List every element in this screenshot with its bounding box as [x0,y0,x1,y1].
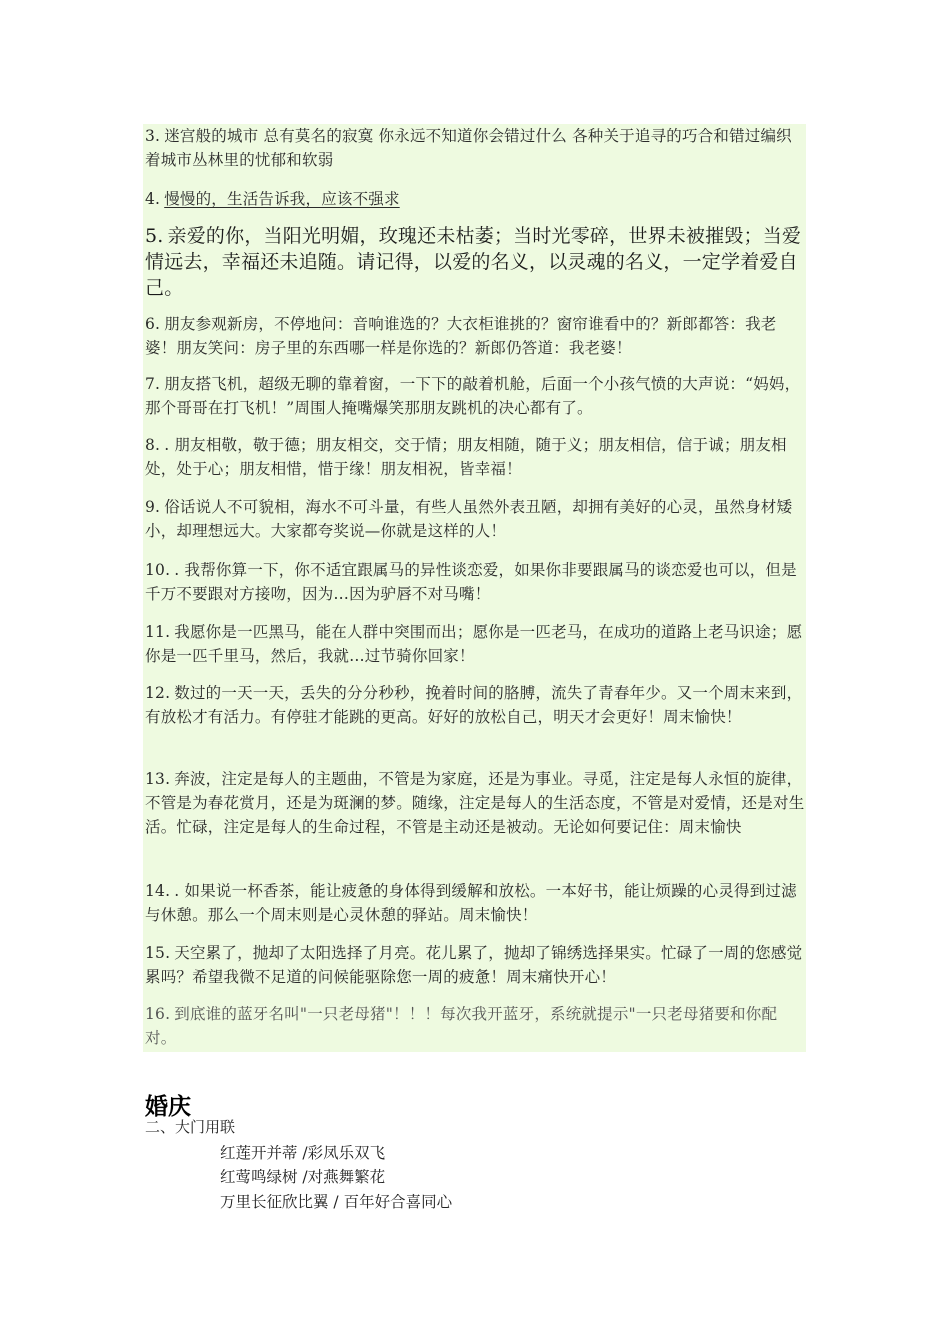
item-number: 16. [145,1005,171,1023]
item-number: 7. [145,375,161,393]
list-item-9 [145,495,807,543]
list-item-10 [145,558,807,606]
item-number: 15. [145,944,171,962]
item-text: 数过的一天一天，丢失的分分秒秒，挽着时间的胳膊，流失了青春年少。又一个周末来到，有放松才有活力。有停驻才能跳的更高。好好的放松自己，明天才会更好！周末愉快！ [145,684,803,726]
couplet-line-2: 红莺鸣绿树 /对燕舞繁花 [220,1168,386,1186]
list-item-15 [145,941,807,989]
item-number: 8. [145,436,161,454]
list-item-7 [145,372,807,420]
couplet-line-1: 红莲开并蒂 /彩凤乐双飞 [220,1144,386,1162]
item-number: 3. [145,127,161,145]
list-item-5 [145,223,807,301]
couplet-line-3: 万里长征欣比翼 / 百年好合喜同心 [220,1193,453,1211]
list-item-6 [145,312,807,360]
item-text: 亲爱的你，当阳光明媚，玫瑰还未枯萎；当时光零碎，世界未被摧毁；当爱情远去，幸福还未追随。请记得，以爱的名义，以灵魂的名义，一定学着爱自己。 [145,225,802,299]
item-text: 慢慢的，生活告诉我，应该不强求 [164,190,400,208]
item-number: 13. [145,770,171,788]
item-number: 10. [145,561,171,579]
list-item-4 [145,187,807,211]
item-text: . 如果说一杯香茶，能让疲惫的身体得到缓解和放松。一本好书，能让烦躁的心灵得到过滤与休憩。那么一个周末则是心灵休憩的驿站。周末愉快！ [145,882,797,924]
section-title: 婚庆 [145,1094,191,1120]
item-text: 朋友搭飞机，超级无聊的靠着窗，一下下的敲着机舱，后面一个小孩气愤的大声说：“妈妈，那个哥哥在打飞机！”周围人掩嘴爆笑那朋友跳机的决心都有了。 [145,375,801,417]
list-item-8 [145,433,807,481]
item-text: 到底谁的蓝牙名叫"一只老母猪"！！！每次我开蓝牙，系统就提示"一只老母猪要和你配对。 [145,1005,778,1047]
item-text: 朋友参观新房，不停地问：音响谁选的？大衣柜谁挑的？窗帘谁看中的？新郎都答：我老婆！朋友笑问：房子里的东西哪一样是你选的？新郎仍答道：我老婆！ [145,315,777,357]
list-item-16 [145,1002,807,1050]
item-text: . 朋友相敬，敬于德；朋友相交，交于情；朋友相随，随于义；朋友相信，信于诚；朋友相处，处于心；朋友相惜，惜于缘！朋友相祝，皆幸福！ [145,436,787,478]
item-text: 迷宫般的城市 总有莫名的寂寞 你永远不知道你会错过什么 各种关于追寻的巧合和错过编织着城市丛林里的忧郁和软弱 [145,127,792,169]
item-text: . 我帮你算一下，你不适宜跟属马的异性谈恋爱，如果你非要跟属马的谈恋爱也可以，但是千万不要跟对方接吻，因为…因为驴唇不对马嘴！ [145,561,797,603]
item-number: 6. [145,315,161,333]
item-number: 5. [145,225,164,247]
list-item-11 [145,620,807,668]
item-text: 我愿你是一匹黑马，能在人群中突围而出；愿你是一匹老马，在成功的道路上老马识途；愿你是一匹千里马，然后，我就…过节骑你回家！ [145,623,803,665]
list-item-14 [145,879,807,927]
section-subtitle: 二、大门用联 [145,1118,236,1136]
item-number: 11. [145,623,171,641]
item-text: 天空累了，抛却了太阳选择了月亮。花儿累了，抛却了锦绣选择果实。忙碌了一周的您感觉累吗？希望我微不足道的问候能驱除您一周的疲惫！周末痛快开心！ [145,944,803,986]
list-item-12 [145,681,807,729]
item-number: 9. [145,498,161,516]
item-number: 14. [145,882,171,900]
item-number: 12. [145,684,171,702]
item-text: 俗话说人不可貌相，海水不可斗量，有些人虽然外表丑陋，却拥有美好的心灵，虽然身材矮小，却理想远大。大家都夸奖说—你就是这样的人！ [145,498,793,540]
item-number: 4. [145,190,161,208]
item-text: 奔波，注定是每人的主题曲，不管是为家庭，还是为事业。寻觅，注定是每人永恒的旋律，不管是为春花赏月，还是为斑澜的梦。随缘，注定是每人的生活态度，不管是对爱情，还是对生活。忙碌，注定是每人的生命过程，不管是主动还是被动。无论如何要记住：周末愉快 [145,770,805,836]
list-item-13 [145,767,807,839]
list-item-3 [145,124,807,172]
